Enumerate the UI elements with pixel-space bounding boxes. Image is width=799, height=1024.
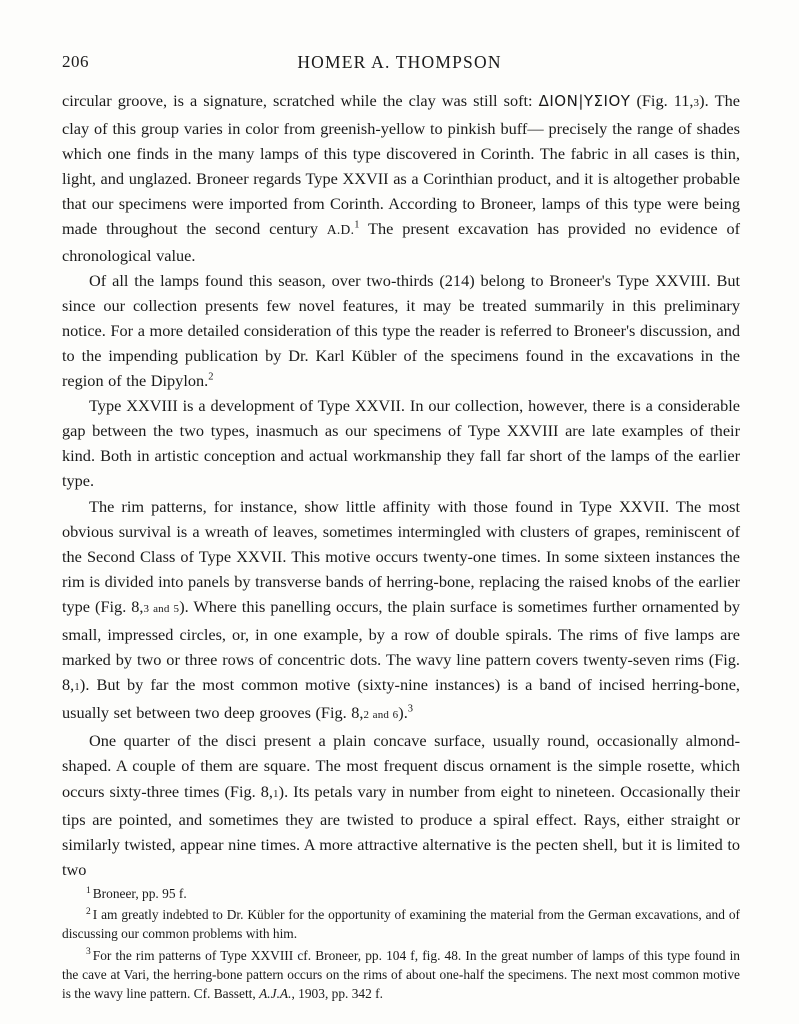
footnote-reference[interactable]: 2 bbox=[208, 371, 214, 383]
text-run: ). But by far the most common motive (sixty-nine instances) is a band of incised herring-bone, usually set between two deep grooves (Fig. 8, bbox=[62, 675, 740, 723]
text-run: One quarter of the disci present a plain concave surface, usually round, occasionally almond-shaped. A couple of them are square. The most frequent discus ornament is the simple rosette, which occurs sixty-three times (Fig. 8, bbox=[62, 731, 740, 801]
body-text bbox=[62, 88, 740, 882]
footnote-entry bbox=[62, 905, 740, 943]
text-run: ). Where this panelling occurs, the plain surface is sometimes further ornamented by small, impressed circles, or, in one example, by a row of double spirals. The rims of five lamps are marked by two or three rows of concentric dots. The wavy line pattern covers twenty-seven rims (Fig. 8, bbox=[62, 596, 741, 695]
body-paragraph bbox=[62, 728, 740, 882]
footnote-entry bbox=[62, 946, 740, 1004]
text-run: For the rim patterns of Type XXVIII cf. Broneer, pp. 104 f, fig. 48. In the great number of lamps of this type found in the cave at Vari, the herring-bone pattern occurs on the rims of about one-half the specimens. The next most common motive is the wavy line pattern. Cf. Bassett, bbox=[62, 947, 740, 1002]
footnotes-block bbox=[62, 884, 740, 1005]
figure-subscript: 3 and 5 bbox=[143, 602, 180, 615]
text-run: Broneer, pp. 95 f. bbox=[92, 886, 187, 901]
footnote-entry bbox=[62, 884, 740, 903]
body-paragraph bbox=[62, 393, 740, 493]
text-run: I am greatly indebted to Dr. Kübler for the opportunity of examining the material from the German excavations, and of discussing our common problems with him. bbox=[62, 907, 740, 942]
text-run: Of all the lamps found this season, over two-thirds (214) belong to Broneer's Type XXVIII. But since our collection presents few novel features, it may be treated summarily in this preliminary notice. For a more detailed consideration of this type the reader is referred to Broneer's discussion, and to the impending publication by Dr. Karl Kübler of the specimens found in the excavations in the region of the Dipylon. bbox=[62, 270, 740, 391]
text-run: circular groove, is a signature, scratched while the clay was still soft: bbox=[62, 91, 539, 110]
body-paragraph bbox=[62, 268, 740, 393]
text-run: The rim patterns, for instance, show little affinity with those found in Type XXVII. The most obvious survival is a wreath of leaves, sometimes intermingled with clusters of grapes, reminiscent of the Second Class of Type XXVII. This motive occurs twenty-one times. In some sixteen instances the rim is divided into panels by transverse bands of herring-bone, replacing the raised knobs of the earlier type (Fig. 8, bbox=[62, 496, 740, 616]
figure-subscript: 1 bbox=[272, 787, 279, 800]
text-run: The present excavation has provided no evidence of chronological value. bbox=[62, 219, 741, 265]
body-paragraph bbox=[62, 88, 740, 268]
text-run: Type XXVIII is a development of Type XXVII. In our collection, however, there is a considerable gap between the two types, inasmuch as our specimens of Type XXVIII are late examples of their kind. Both in artistic conception and actual workmanship they fall far short of the lamps of the earlier type. bbox=[62, 396, 740, 491]
footnote-reference[interactable]: 1 bbox=[354, 220, 360, 232]
footnote-marker: 1 bbox=[86, 885, 91, 896]
italic-text: A.J.A. bbox=[259, 986, 292, 1002]
figure-subscript: 2 and 6 bbox=[363, 709, 399, 722]
text-run: , 1903, pp. 342 f. bbox=[291, 986, 383, 1002]
text-run: (Fig. 11, bbox=[630, 91, 694, 110]
text-run: ). Its petals vary in number from eight to nineteen. Occasionally their tips are pointed, and sometimes they are twisted to produce a spiral effect. Rays, either straight or similarly twisted, appear nine times. A more attractive alternative is the pecten shell, but it is limited to two bbox=[62, 781, 741, 879]
page-number: 206 bbox=[62, 52, 89, 71]
small-caps-text: A.D. bbox=[326, 222, 355, 238]
body-paragraph bbox=[62, 494, 740, 729]
footnote-marker: 3 bbox=[86, 947, 91, 958]
footnote-reference[interactable]: 3 bbox=[407, 703, 414, 715]
page-header bbox=[62, 52, 737, 74]
figure-subscript: 1 bbox=[74, 681, 80, 694]
greek-inscription: ΔΙΟΝ|ΥΣΙΟΥ bbox=[538, 92, 631, 110]
text-run: ). The clay of this group varies in color from greenish-yellow to pinkish buff— precisely the range of shades which one finds in the many lamps of this type discovered in Corinth. The fabric in all cases is thin, light, and unglazed. Broneer regards Type XXVII as a Corinthian product, and it is altogether probable that our specimens were imported from Corinth. According to Broneer, lamps of this type were being made throughout the second century bbox=[62, 91, 740, 239]
footnote-marker: 2 bbox=[86, 906, 91, 917]
text-run: ). bbox=[398, 703, 408, 723]
running-head: HOMER A. THOMPSON bbox=[297, 52, 502, 72]
figure-subscript: 3 bbox=[693, 97, 700, 109]
